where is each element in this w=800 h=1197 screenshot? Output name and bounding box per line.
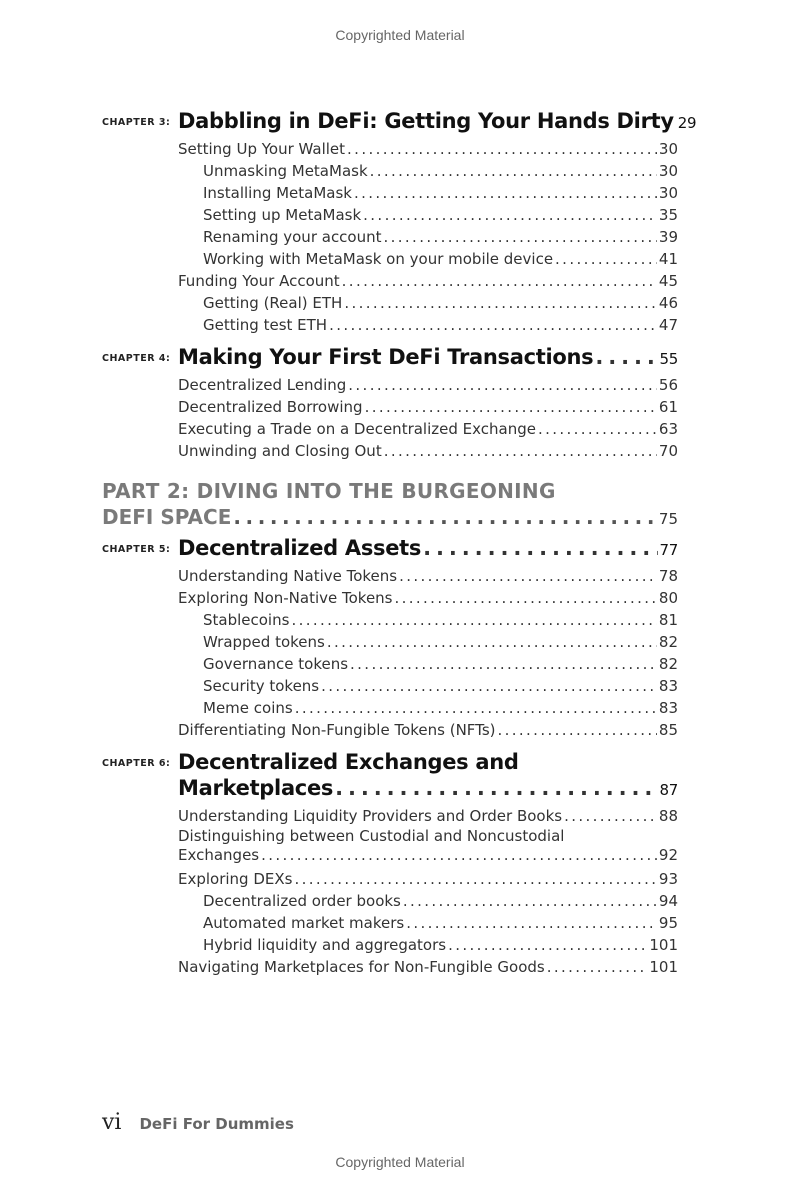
toc-entry-title: Unwinding and Closing Out	[178, 442, 382, 460]
toc-entry-title: Differentiating Non-Fungible Tokens (NFTs)	[178, 721, 496, 739]
chapter-entries	[178, 565, 678, 741]
dot-leader	[564, 805, 657, 827]
toc-entry-page: 94	[658, 892, 678, 910]
toc-entry[interactable]	[178, 292, 678, 314]
toc-entry-page: 82	[658, 655, 678, 673]
toc-entry-title: Navigating Marketplaces for Non-Fungible Goods	[178, 958, 545, 976]
dot-leader	[448, 934, 647, 956]
dot-leader	[321, 675, 657, 697]
toc-entry[interactable]	[178, 719, 678, 741]
dot-leader	[327, 631, 657, 653]
toc-entry[interactable]	[178, 587, 678, 609]
chapter-entries	[178, 374, 678, 462]
chapter-heading-title: Decentralized Assets	[178, 536, 422, 560]
copyright-watermark-bottom: Copyrighted Material	[335, 1154, 465, 1170]
dot-leader	[295, 697, 657, 719]
chapter-heading-page: 77	[659, 541, 678, 559]
toc-entry[interactable]	[178, 912, 678, 934]
toc-entry[interactable]	[178, 675, 678, 697]
dot-leader	[406, 912, 657, 934]
table-of-contents	[102, 108, 697, 978]
dot-leader	[291, 609, 656, 631]
toc-entry-page: 70	[658, 442, 678, 460]
toc-entry-title: Unmasking MetaMask	[203, 162, 368, 180]
toc-entry-page: 80	[658, 589, 678, 607]
toc-entry-title: Setting up MetaMask	[203, 206, 362, 224]
dot-leader	[329, 314, 657, 336]
toc-entry-page: 63	[658, 420, 678, 438]
chapter-block	[102, 108, 697, 336]
toc-entry-title: Wrapped tokens	[203, 633, 325, 651]
toc-entry-title: Funding Your Account	[178, 272, 340, 290]
chapter-label: CHAPTER 4:	[102, 353, 171, 364]
toc-entry-page: 81	[658, 611, 678, 629]
toc-entry[interactable]	[178, 890, 678, 912]
dot-leader	[498, 719, 657, 741]
toc-entry-title: Security tokens	[203, 677, 320, 695]
page-number: vi	[102, 1110, 122, 1135]
toc-entry[interactable]	[178, 846, 678, 865]
dot-leader	[350, 653, 657, 675]
dot-leader	[347, 138, 657, 160]
chapter-label: CHAPTER 5:	[102, 544, 171, 555]
chapter-entries	[178, 138, 678, 336]
chapters-before-part	[102, 108, 697, 462]
toc-entry[interactable]	[178, 270, 678, 292]
dot-leader	[335, 775, 657, 801]
toc-entry-title: Decentralized order books	[203, 892, 401, 910]
toc-entry-page: 56	[658, 376, 678, 394]
dot-leader	[344, 292, 657, 314]
dot-leader	[555, 248, 657, 270]
toc-entry-title: Governance tokens	[203, 655, 349, 673]
toc-entry-page: 82	[658, 633, 678, 651]
dot-leader	[233, 504, 657, 530]
toc-entry-page: 88	[658, 807, 678, 825]
chapter-heading-title: Marketplaces	[178, 776, 334, 800]
dot-leader	[538, 418, 657, 440]
toc-entry-title: Installing MetaMask	[203, 184, 352, 202]
toc-entry-title: Understanding Liquidity Providers and Order Books	[178, 807, 563, 825]
toc-entry[interactable]	[178, 868, 678, 890]
toc-entry-title: Exchanges	[178, 846, 260, 864]
chapter-heading-page: 29	[677, 114, 697, 132]
toc-entry-page: 95	[658, 914, 678, 932]
toc-entry[interactable]	[178, 653, 678, 675]
page-footer	[102, 1110, 294, 1135]
dot-leader	[370, 160, 657, 182]
chapter-label: CHAPTER 3:	[102, 117, 171, 128]
chapter-heading-title: Dabbling in DeFi: Getting Your Hands Dirty	[178, 109, 674, 133]
toc-entry-title: Exploring Non-Native Tokens	[178, 589, 393, 607]
toc-entry-page: 30	[658, 140, 678, 158]
part-title-line1: PART 2: DIVING INTO THE BURGEONING	[102, 479, 556, 503]
chapter-title-line1: Decentralized Exchanges and	[178, 750, 519, 774]
toc-entry[interactable]	[178, 314, 678, 336]
toc-entry-page: 92	[658, 846, 678, 864]
dot-leader	[384, 226, 657, 248]
dot-leader	[363, 204, 657, 226]
dot-leader	[365, 396, 657, 418]
toc-entry-title: Working with MetaMask on your mobile device	[203, 250, 554, 268]
toc-entry[interactable]	[178, 160, 678, 182]
toc-entry[interactable]	[178, 396, 678, 418]
dot-leader	[547, 956, 648, 978]
toc-entry[interactable]	[178, 934, 678, 956]
toc-entry-title: Decentralized Lending	[178, 376, 347, 394]
toc-entry-title: Executing a Trade on a Decentralized Exchange	[178, 420, 536, 438]
toc-entry-page: 46	[658, 294, 678, 312]
chapter-heading[interactable]	[178, 108, 697, 136]
toc-entry[interactable]	[178, 631, 678, 653]
dot-leader	[399, 565, 657, 587]
toc-entry-title: Stablecoins	[203, 611, 290, 629]
chapter-label: CHAPTER 6:	[102, 758, 171, 769]
toc-entry-title: Meme coins	[203, 699, 293, 717]
toc-entry-page: 30	[658, 184, 678, 202]
toc-entry-title: Automated market makers	[203, 914, 405, 932]
toc-entry-page: 30	[658, 162, 678, 180]
toc-entry[interactable]	[178, 138, 678, 160]
chapter-block	[102, 535, 678, 741]
dot-leader	[342, 270, 657, 292]
copyright-watermark-top: Copyrighted Material	[335, 27, 465, 43]
toc-entry[interactable]	[178, 182, 678, 204]
toc-entry-page: 101	[649, 958, 678, 976]
toc-entry[interactable]	[178, 226, 678, 248]
toc-entry-title: Exploring DEXs	[178, 870, 293, 888]
dot-leader	[354, 182, 657, 204]
toc-entry-page: 41	[658, 250, 678, 268]
toc-entry-page: 47	[658, 316, 678, 334]
running-book-title: DeFi For Dummies	[139, 1115, 294, 1133]
dot-leader	[403, 890, 657, 912]
toc-entry[interactable]	[178, 204, 678, 226]
toc-entry-page: 45	[658, 272, 678, 290]
toc-entry[interactable]	[178, 565, 678, 587]
toc-entry[interactable]	[178, 418, 678, 440]
toc-entry-page: 83	[658, 699, 678, 717]
part-page-number: 75	[658, 510, 678, 528]
toc-entry[interactable]	[178, 805, 678, 827]
chapter-heading-page: 87	[659, 781, 678, 799]
toc-entry-title: Decentralized Borrowing	[178, 398, 363, 416]
toc-entry[interactable]	[178, 374, 678, 396]
toc-entry-page: 61	[658, 398, 678, 416]
toc-entry-title: Getting (Real) ETH	[203, 294, 343, 312]
chapter-entries	[178, 805, 678, 978]
chapter-heading[interactable]	[178, 535, 678, 563]
toc-entry[interactable]	[178, 440, 678, 462]
toc-entry-title: Getting test ETH	[203, 316, 328, 334]
toc-entry-page: 85	[658, 721, 678, 739]
toc-entry-page: 78	[658, 567, 678, 585]
toc-entry-page: 83	[658, 677, 678, 695]
chapter-heading[interactable]	[178, 775, 678, 803]
toc-entry-page: 101	[649, 936, 678, 954]
toc-entry[interactable]	[178, 697, 678, 719]
chapter-heading-title: Making Your First DeFi Transactions	[178, 345, 594, 369]
chapters-after-part	[102, 535, 678, 978]
toc-entry[interactable]	[178, 248, 678, 270]
toc-entry[interactable]	[178, 609, 678, 631]
toc-entry-title: Hybrid liquidity and aggregators	[203, 936, 447, 954]
dot-leader	[423, 535, 657, 561]
toc-entry-title: Setting Up Your Wallet	[178, 140, 346, 158]
part-title-line2: DEFI SPACE	[102, 505, 232, 529]
dot-leader	[595, 344, 657, 370]
chapter-block	[102, 749, 678, 978]
toc-entry[interactable]	[178, 956, 678, 978]
chapter-heading-page: 55	[659, 350, 678, 368]
toc-entry-title: Renaming your account	[203, 228, 382, 246]
toc-entry-page: 39	[658, 228, 678, 246]
part-heading[interactable]	[102, 478, 678, 532]
dot-leader	[395, 587, 657, 609]
toc-entry-page: 93	[658, 870, 678, 888]
dot-leader	[261, 846, 657, 865]
chapter-heading[interactable]	[178, 344, 678, 372]
chapter-block	[102, 344, 678, 462]
dot-leader	[384, 440, 657, 462]
toc-entry-line1[interactable]: Distinguishing between Custodial and Noncustodial	[178, 827, 565, 845]
dot-leader	[348, 374, 657, 396]
toc-entry-page: 35	[658, 206, 678, 224]
toc-entry-title: Understanding Native Tokens	[178, 567, 398, 585]
dot-leader	[294, 868, 656, 890]
